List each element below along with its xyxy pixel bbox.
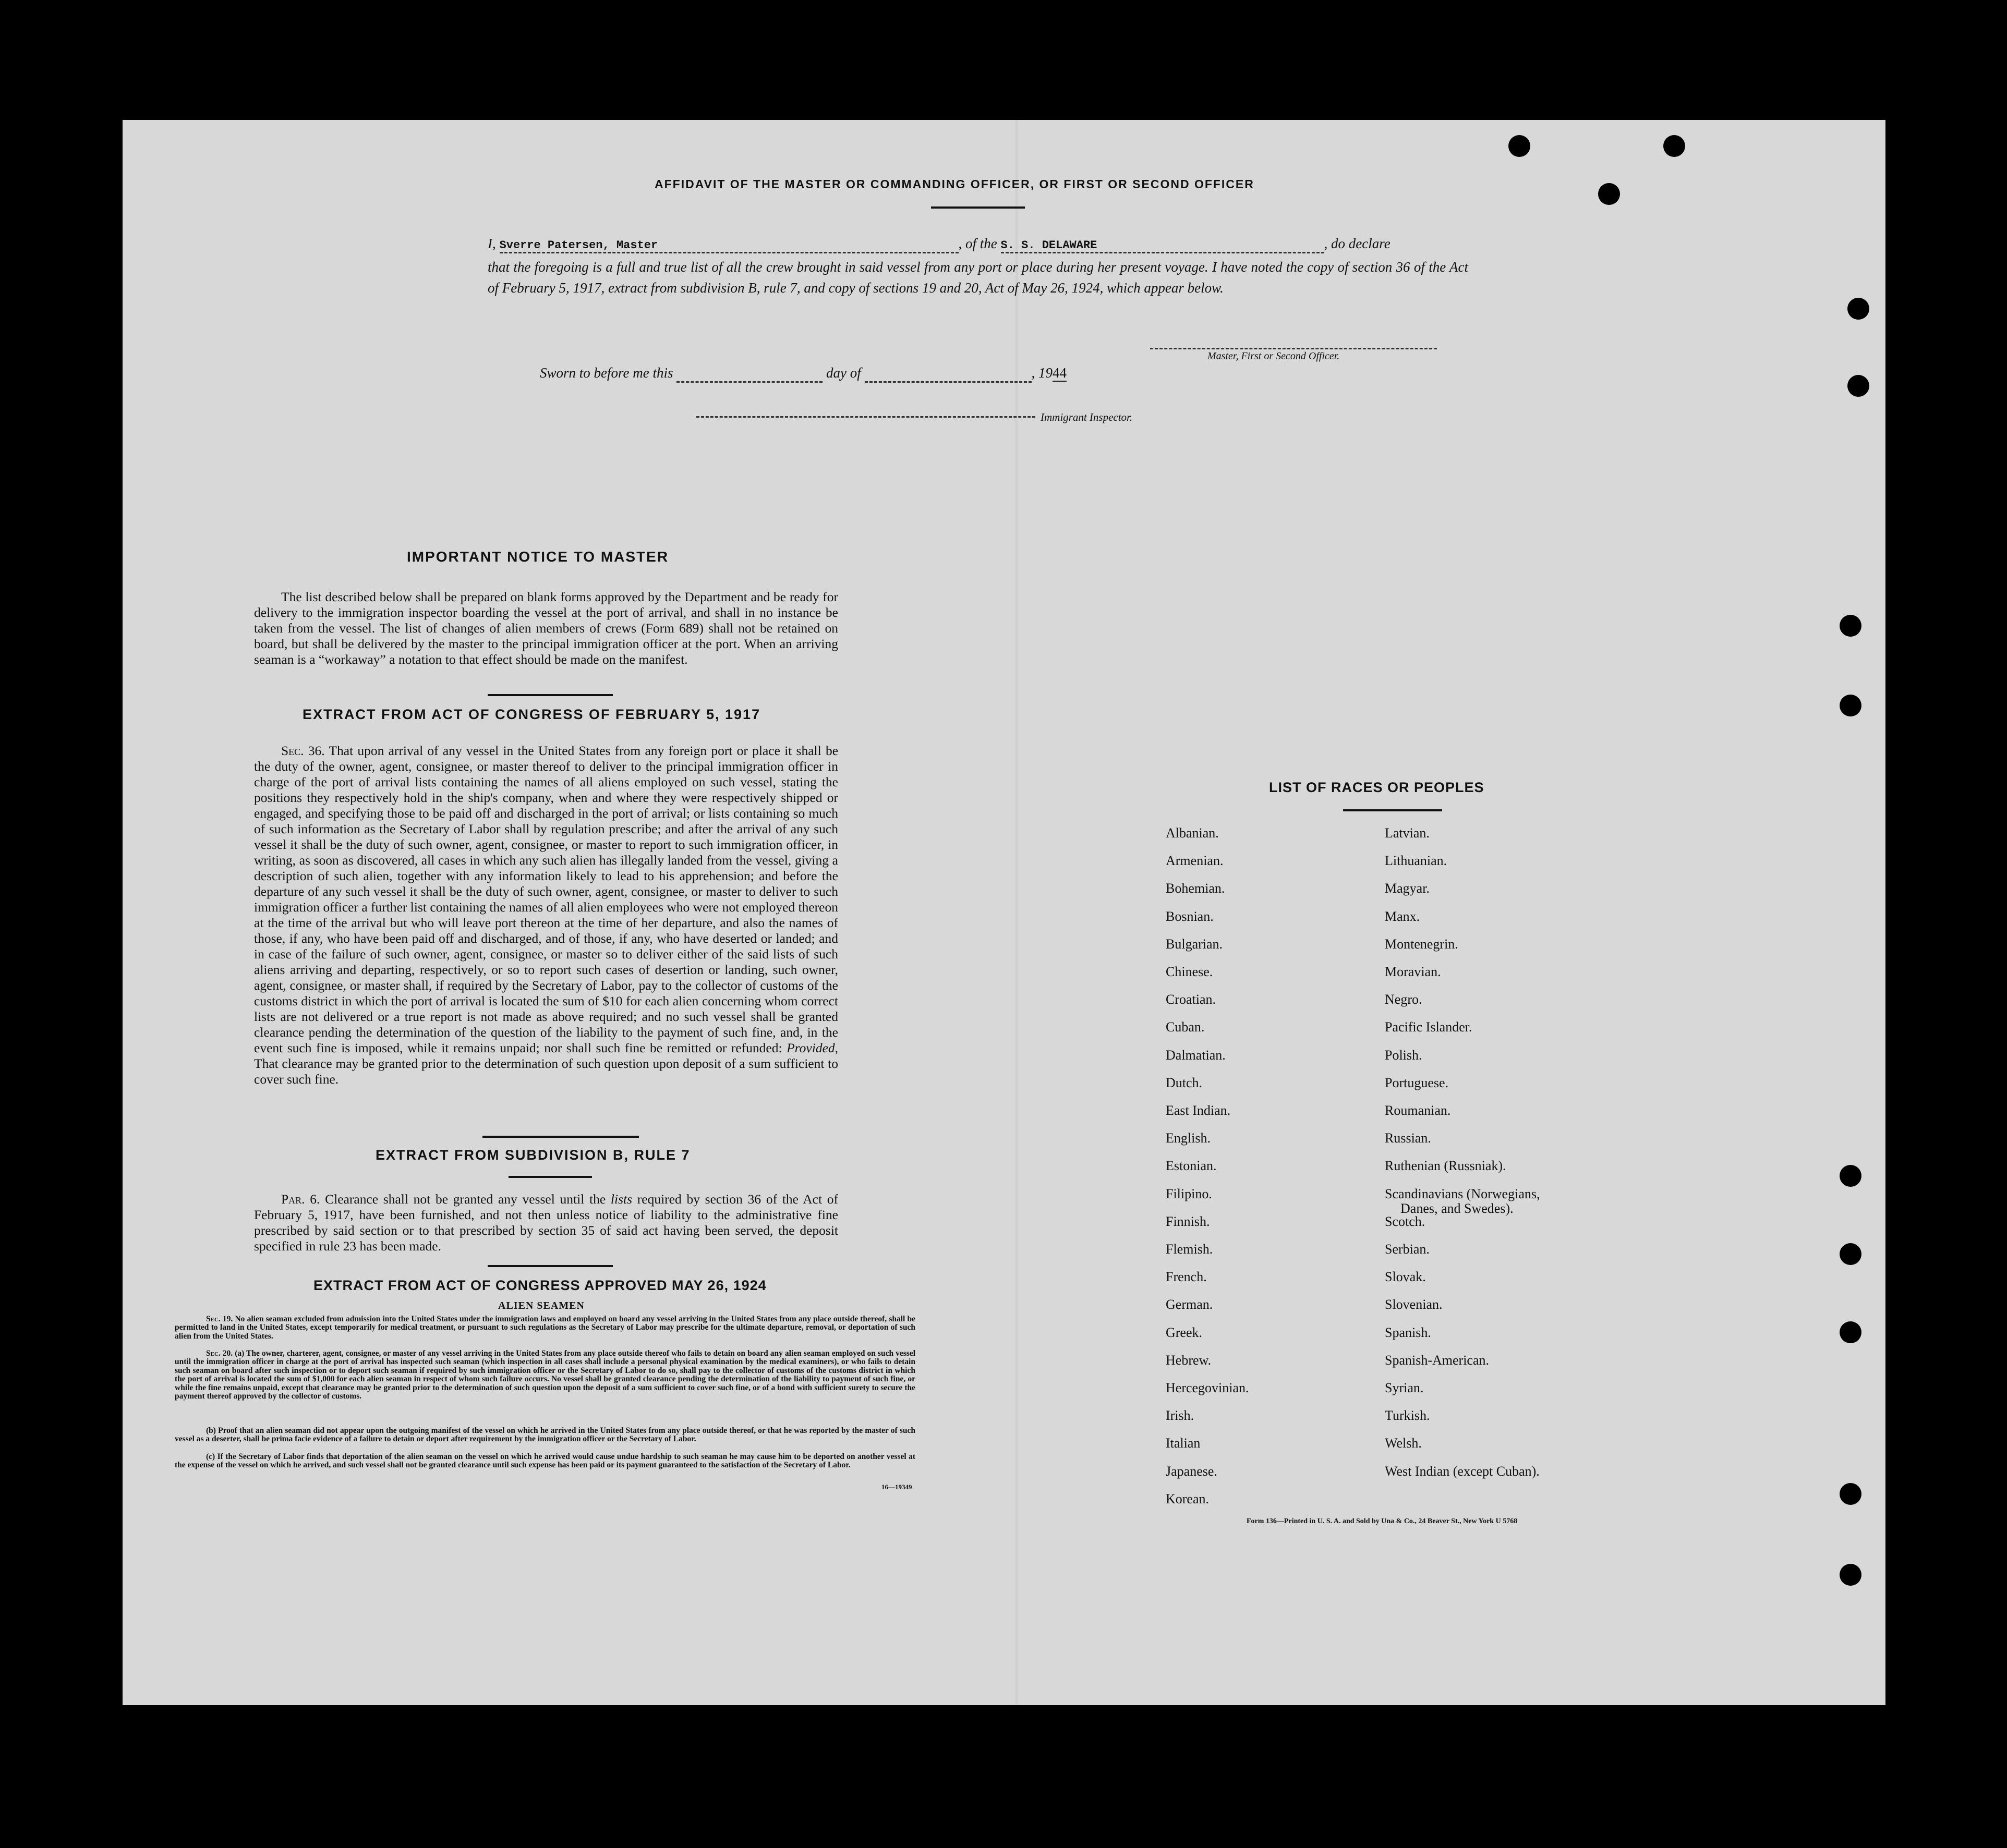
race-item: Lithuanian.: [1385, 853, 1447, 869]
race-item: Croatian.: [1166, 992, 1216, 1007]
rule7-title-rule: [509, 1176, 592, 1178]
race-item: Welsh.: [1385, 1436, 1422, 1451]
race-item: Estonian.: [1166, 1158, 1217, 1174]
signature-line[interactable]: [1150, 348, 1437, 349]
sec-20a-text: Sec. 20. (a) The owner, charterer, agent, consignee, or master of any vessel arriving in the United States from any place outside thereof who fails to detain on board any alien seaman employed on such vessel until the immigration officer in charge at the port of arrival has inspected such seaman (which inspection in all cases shall include a personal physical examination by the medical examiners), or who fails to detain such seaman on board after such inspection or to deport such seaman if required by such immigration officer or the Secretary of Labor to do so, shall pay to the collector of customs of the customs district in which the port of arrival is located the sum of $1,000 for each alien seaman in respect of whom such failure occurs. No vessel shall be granted clearance pending the determination of the liability to payment of such fine, or while the fine remains unpaid, except that clearance may be granted prior to the determination of such question upon the deposit of a sum sufficient to cover such fine, or of a bond with sufficient surety to secure the payment thereof approved by the collector of customs.: [175, 1349, 915, 1401]
race-item: West Indian (except Cuban).: [1385, 1463, 1540, 1479]
race-item: Japanese.: [1166, 1463, 1217, 1479]
race-item: Slovenian.: [1385, 1297, 1443, 1312]
punch-hole: [1840, 1165, 1861, 1187]
par-6-text-end: required by section 36 of the Act of February 5, 1917, have been furnished, and not then unless notice of liability to the administrative fine prescribed by said section or to that prescribed by section 35 of said act having been served, the deposit specified in rule 23 has been made.: [254, 1192, 839, 1254]
race-item: Syrian.: [1385, 1380, 1424, 1395]
race-item: Bosnian.: [1166, 908, 1214, 924]
race-item: Danes, and Swedes).: [1400, 1200, 1514, 1216]
race-item: Montenegrin.: [1385, 936, 1458, 952]
race-item: French.: [1166, 1269, 1207, 1285]
race-item: Moravian.: [1385, 964, 1441, 979]
sworn-line: [540, 365, 1067, 383]
sworn-day-field[interactable]: [676, 365, 823, 383]
race-item: Pacific Islander.: [1385, 1019, 1472, 1035]
race-item: Polish.: [1385, 1047, 1422, 1063]
affidavit-title: AFFIDAVIT OF THE MASTER OR COMMANDING OFFICER, OR FIRST OR SECOND OFFICER: [655, 177, 1254, 191]
punch-hole: [1840, 1321, 1861, 1343]
race-item: East Indian.: [1166, 1103, 1231, 1118]
extract-1917-rule: [482, 1136, 639, 1138]
rule7-body: [254, 1192, 838, 1254]
race-item: Scotch.: [1385, 1213, 1425, 1229]
race-item: Russian.: [1385, 1130, 1431, 1146]
sec-20c-text: (c) If the Secretary of Labor finds that deportation of the alien seaman on the vessel on which he arrived would cause undue hardship to such seaman he may cause him to be deported on another vessel at the expense of the vessel on which he arrived, and such vessel shall not be granted clearance until such expense has been paid or its payment guaranteed to the satisfaction of the Secretary of Labor.: [175, 1452, 915, 1470]
vessel-field[interactable]: [1001, 239, 1324, 253]
inspector-caption: Immigrant Inspector.: [1041, 411, 1133, 423]
par-6-label: Par. 6.: [281, 1192, 320, 1207]
races-title: LIST OF RACES OR PEOPLES: [1269, 780, 1484, 795]
race-item: Hebrew.: [1166, 1352, 1212, 1368]
race-item: Dalmatian.: [1166, 1047, 1226, 1063]
race-item: Slovak.: [1385, 1269, 1426, 1285]
form-footer: Form 136—Printed in U. S. A. and Sold by Una & Co., 24 Beaver St., New York U 5768: [1247, 1517, 1518, 1525]
race-item: Hercegovinian.: [1166, 1380, 1249, 1395]
par-6-text: Clearance shall not be granted any vessel until the: [325, 1192, 606, 1207]
race-item: Turkish.: [1385, 1408, 1430, 1424]
races-title-rule: [1343, 809, 1442, 811]
sec-20b-text: (b) Proof that an alien seaman did not appear upon the outgoing manifest of the vessel on which he arrived in the United States from any place outside thereof, or that he was reported by the master of such vessel as a deserter, shall be prima facie evidence of a failure to detain or deport after requirement by the immigration officer or the Secretary of Labor.: [175, 1426, 915, 1444]
affidavit-body: that the foregoing is a full and true list of all the crew brought in said vessel from any port or place during her present voyage. I have noted the copy of section 36 of the Act of February 5, 1917, extract from subdivision B, rule 7, and copy of sections 19 and 20, Act of May 26, 1924, which appear below.: [488, 259, 1468, 296]
notice-rule: [488, 694, 613, 696]
punch-hole: [1840, 615, 1861, 637]
notice-title: IMPORTANT NOTICE TO MASTER: [407, 549, 669, 565]
of-the-label: , of the: [958, 236, 997, 251]
extract-1924-title: EXTRACT FROM ACT OF CONGRESS APPROVED MAY 26, 1924: [313, 1278, 767, 1293]
race-item: Negro.: [1385, 992, 1422, 1007]
inspector-line[interactable]: [696, 416, 1035, 418]
race-item: Bulgarian.: [1166, 936, 1223, 952]
punch-hole: [1840, 1483, 1861, 1505]
race-item: English.: [1166, 1130, 1211, 1146]
sworn-label: Sworn to before me this: [540, 365, 673, 381]
race-item: Roumanian.: [1385, 1103, 1451, 1118]
i-label: I,: [488, 236, 496, 251]
race-item: Chinese.: [1166, 964, 1213, 979]
alien-seamen-subtitle: ALIEN SEAMEN: [498, 1300, 585, 1311]
race-item: Flemish.: [1166, 1242, 1213, 1257]
race-item: Spanish.: [1385, 1324, 1431, 1340]
race-item: Irish.: [1166, 1408, 1194, 1424]
race-item: Manx.: [1385, 908, 1420, 924]
sec-36-label: Sec. 36.: [281, 743, 325, 758]
punch-hole: [1840, 1243, 1861, 1265]
race-item: Bohemian.: [1166, 881, 1225, 896]
race-item: Spanish-American.: [1385, 1352, 1490, 1368]
race-item: Cuban.: [1166, 1019, 1205, 1035]
sec-36-text-end: That clearance may be granted prior to the determination of such question upon deposit of a sum sufficient to cover such fine.: [254, 1056, 838, 1087]
race-item: Finnish.: [1166, 1213, 1210, 1229]
race-item: Portuguese.: [1385, 1075, 1449, 1090]
sec-36-text: That upon arrival of any vessel in the United States from any foreign port or place it shall be the duty of the owner, agent, consignee, or master thereof to deliver to the principal immigration officer in charge of the port of arrival lists containing the names of all aliens employed on such vessel, stating the positions they respectively hold in the ship's company, when and where they were respectively shipped or engaged, and specifying those to be paid off and discharged in the port of arrival; or lists containing so much of such information as the Secretary of Labor shall by regulation prescribe; and after the arrival of any such vessel it shall be the duty of such owner, agent, consignee, or master to report to such immigration officer, in writing, as soon as discovered, all cases in which any such alien has illegally landed from the vessel, giving a description of such alien, together with any information likely to lead to his apprehension; and before the departure of any such vessel it shall be the duty of such owner, agent, consignee, or master to deliver to such immigration officer a further list containing the names of all alien employees who were not employed thereon at the time of the arrival but who will leave port thereon at the time of her departure, and also the names of those, if any, who have been paid off and discharged, and of those, if any, who have deserted or landed; and in case of the failure of such owner, agent, consignee, or master so to deliver either of the said lists of such aliens arriving and departing, respectively, or so to report such cases of desertion or landing, such owner, agent, consignee, or master shall, if required by the Secretary of Labor, pay to the collector of customs of the customs district in which the port of arrival is located the sum of $10 for each alien concerning whom correct lists are not delivered or a true report is not made as above required; and no such vessel shall be granted clearance pending the determination of the question of the liability to the payment of such fine, and, in the event such fine is imposed, while it remains unpaid; nor shall such fine be remitted or refunded:: [254, 743, 839, 1055]
signature-caption: Master, First or Second Officer.: [1207, 350, 1340, 362]
punch-hole: [1508, 135, 1530, 157]
extract-1917-body: [254, 743, 838, 1087]
race-item: Greek.: [1166, 1324, 1203, 1340]
race-item: German.: [1166, 1297, 1213, 1312]
affidavit-title-rule: [931, 206, 1025, 209]
notice-body: The list described below shall be prepared on blank forms approved by the Department and be ready for delivery to the immigration inspector boarding the vessel at the port of arrival, and shall in no instance be taken from the vessel. The list of changes of alien members of crews (Form 689) shall not be retained on board, but shall be delivered by the master to the principal immigration officer at the port. When an arriving seaman is a “workaway” a notation to that effect should be made on the manifest.: [254, 589, 838, 667]
punch-hole: [1847, 298, 1869, 320]
race-item: Scandinavians (Norwegians,: [1385, 1186, 1540, 1201]
document-page: [123, 120, 1885, 1705]
print-code: 16—19349: [881, 1483, 912, 1491]
race-item: Dutch.: [1166, 1075, 1203, 1090]
race-item: Filipino.: [1166, 1186, 1212, 1201]
master-name-value: Sverre Patersen, Master: [499, 239, 658, 252]
sworn-month-field[interactable]: [865, 365, 1032, 383]
punch-hole: [1840, 1564, 1861, 1586]
master-name-field[interactable]: [500, 239, 959, 253]
vessel-value: S. S. DELAWARE: [1000, 239, 1097, 252]
race-item: Latvian.: [1385, 825, 1430, 841]
race-item: Magyar.: [1385, 881, 1430, 896]
race-item: Armenian.: [1166, 853, 1224, 869]
race-item: Albanian.: [1166, 825, 1219, 841]
day-of-label: day of: [826, 365, 861, 381]
race-item: Ruthenian (Russniak).: [1385, 1158, 1506, 1174]
race-item: Italian: [1166, 1436, 1201, 1451]
affidavit-declaration-line: [488, 236, 1593, 253]
lists-word: lists: [610, 1192, 633, 1207]
punch-hole: [1663, 135, 1685, 157]
rule7-title: EXTRACT FROM SUBDIVISION B, RULE 7: [376, 1147, 691, 1163]
rule7-rule: [488, 1265, 613, 1267]
race-item: Serbian.: [1385, 1242, 1430, 1257]
do-declare-label: , do declare: [1324, 236, 1391, 251]
year-prefix: , 19: [1031, 365, 1053, 381]
punch-hole: [1598, 183, 1620, 205]
punch-hole: [1840, 695, 1861, 716]
punch-hole: [1847, 375, 1869, 397]
extract-1917-title: EXTRACT FROM ACT OF CONGRESS OF FEBRUARY 5, 1917: [303, 707, 761, 722]
race-item: Korean.: [1166, 1491, 1210, 1506]
year-suffix[interactable]: 44: [1053, 365, 1067, 382]
page-fold: [1015, 120, 1018, 1705]
provided-label: Provided,: [787, 1040, 839, 1055]
sec-19-text: Sec. 19. No alien seaman excluded from admission into the United States under the immigration laws and employed on board any vessel arriving in the United States from any place outside thereof, shall be permitted to land in the United States, except temporarily for medical treatment, or pursuant to such regulations as the Secretary of Labor may prescribe for the ultimate departure, removal, or deportation of such alien from the United States.: [175, 1315, 916, 1341]
